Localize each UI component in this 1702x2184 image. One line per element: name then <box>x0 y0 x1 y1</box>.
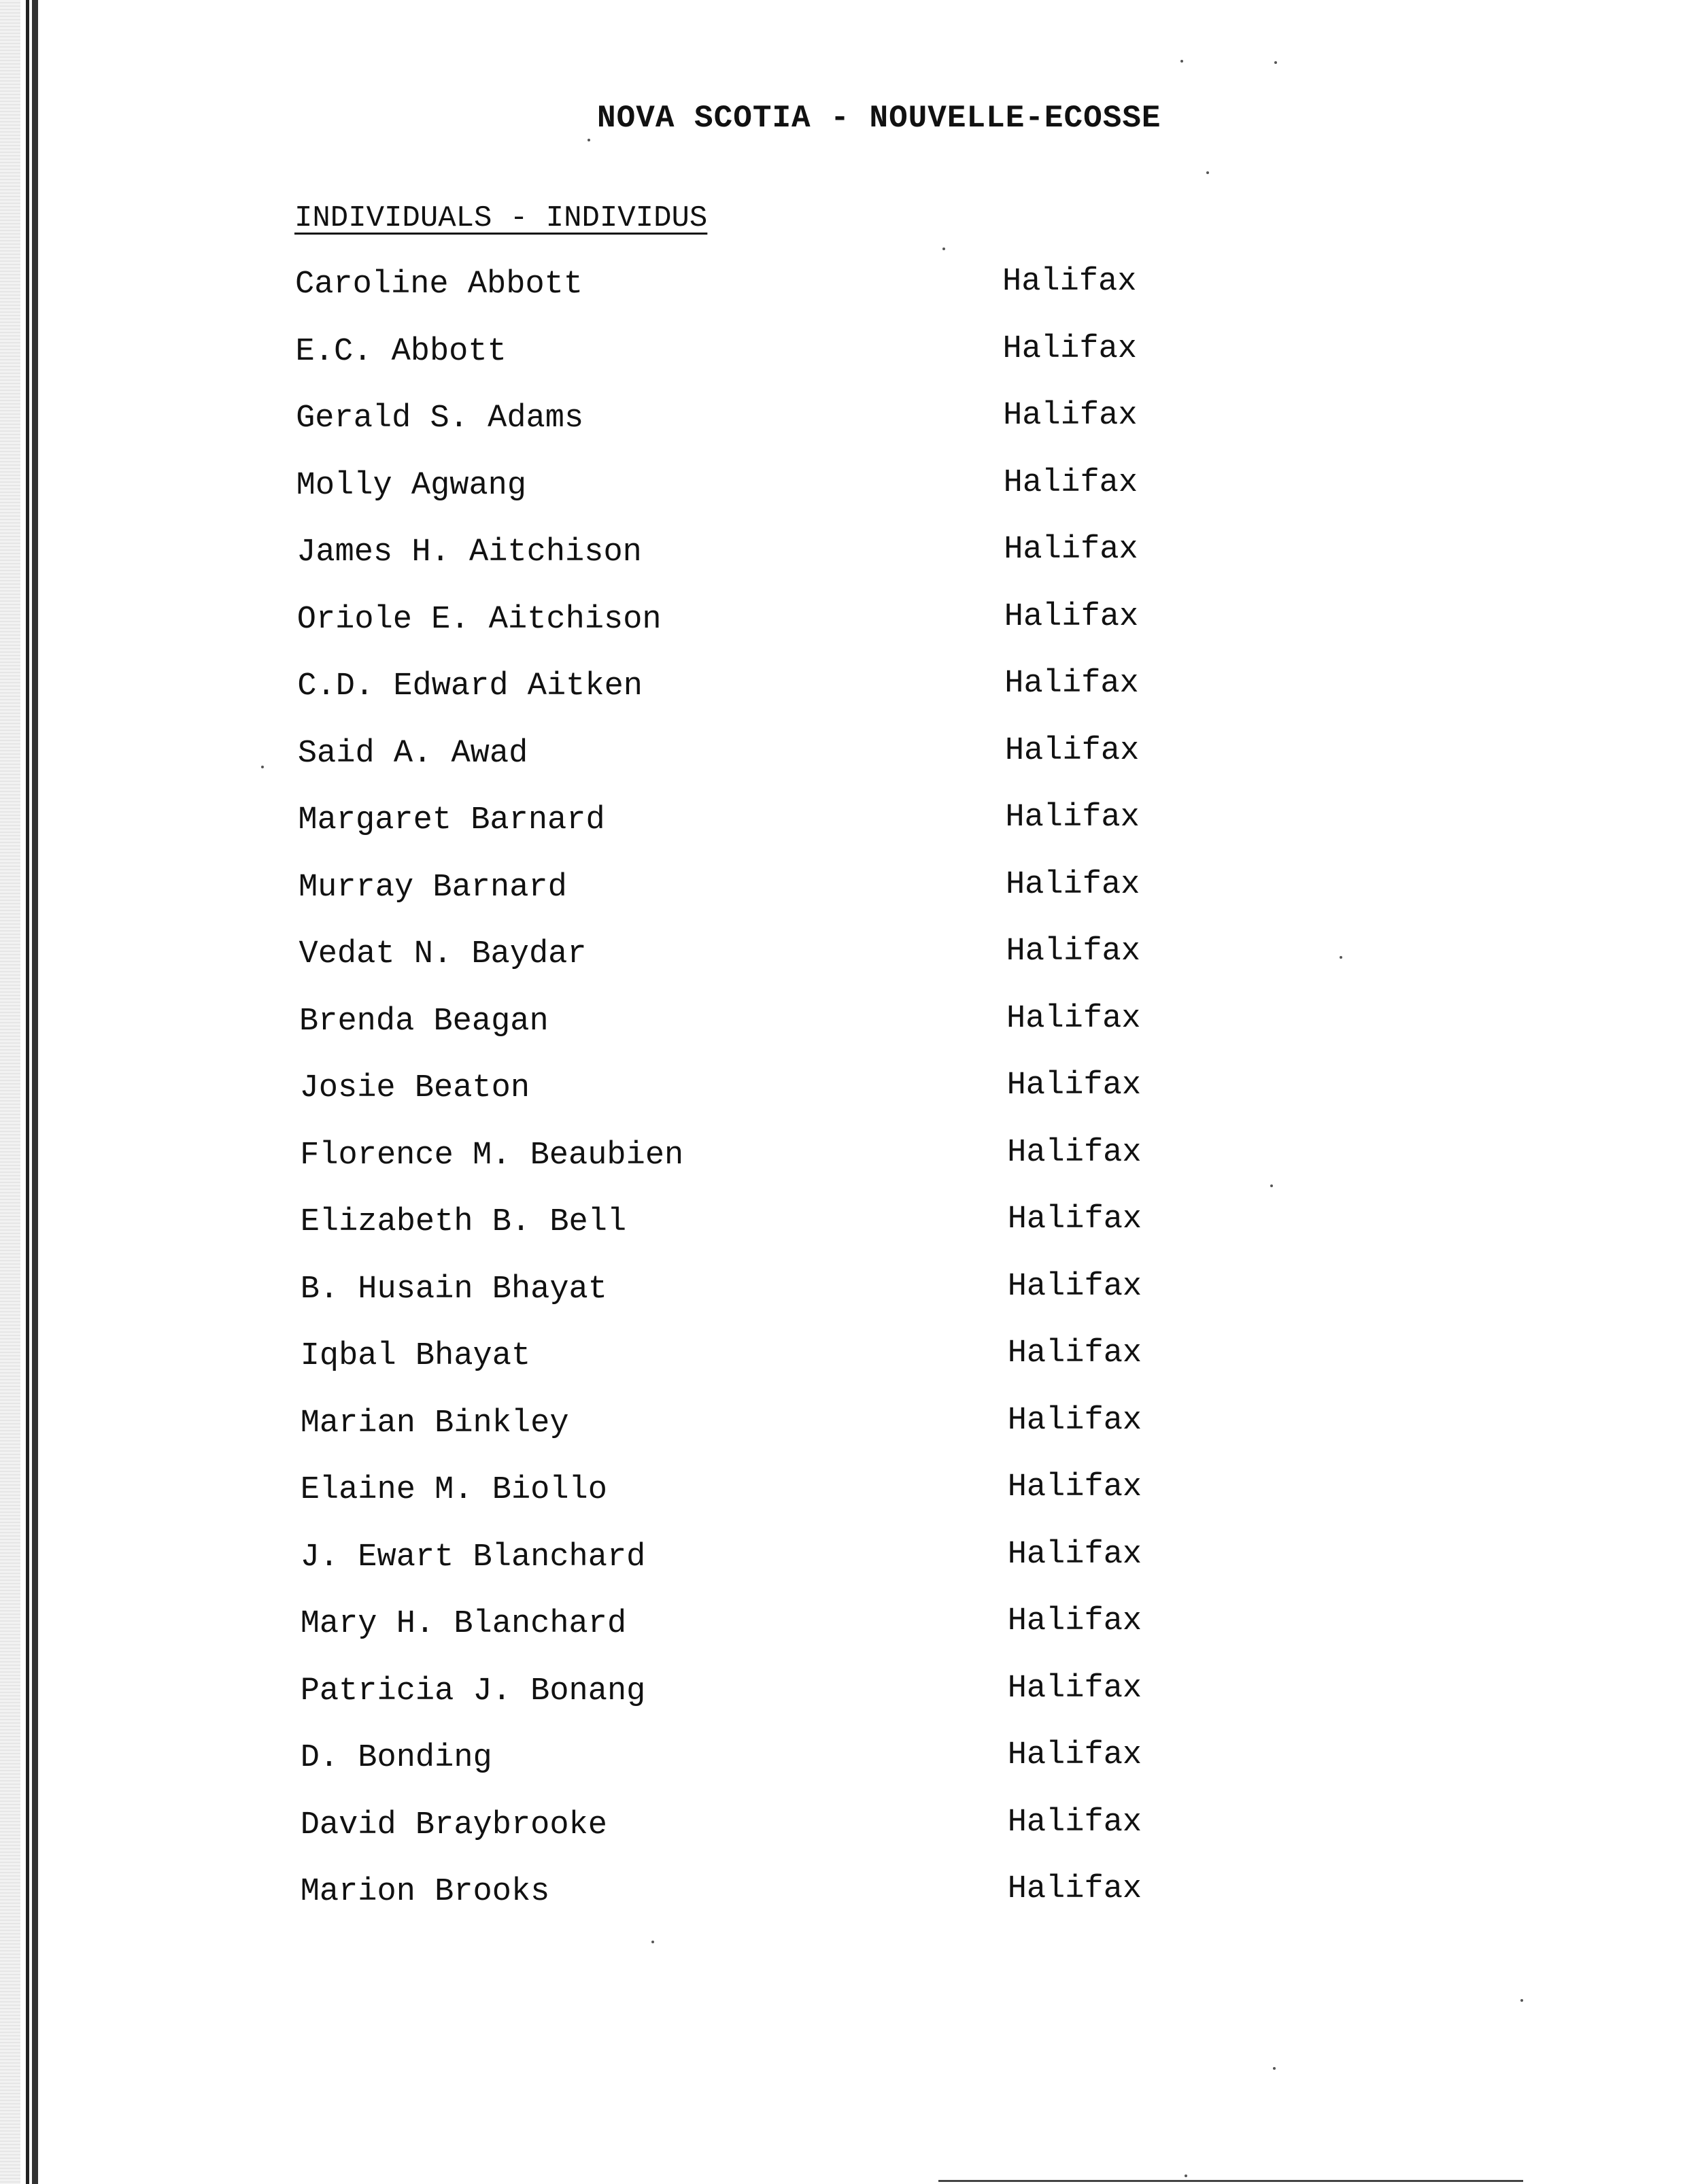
individual-city: Halifax <box>1005 800 1140 836</box>
list-item <box>297 668 1181 709</box>
individual-city: Halifax <box>1007 1335 1142 1371</box>
list-item <box>295 264 1179 307</box>
individual-name: Patricia J. Bonang <box>300 1673 646 1709</box>
list-item <box>299 1001 1183 1044</box>
list-item <box>297 733 1182 777</box>
page-title: NOVA SCOTIA - NOUVELLE-ECOSSE <box>597 101 1161 136</box>
individual-name: Marion Brooks <box>300 1874 550 1910</box>
scan-speck <box>1274 61 1277 64</box>
list-item <box>300 1603 1185 1647</box>
individual-city: Halifax <box>1004 532 1138 568</box>
list-item <box>300 1737 1185 1781</box>
individual-city: Halifax <box>1007 1135 1142 1171</box>
list-item <box>301 1405 1185 1446</box>
bottom-rule <box>938 2180 1523 2182</box>
individual-city: Halifax <box>1007 1469 1142 1505</box>
individual-city: Halifax <box>1007 1737 1142 1773</box>
scan-binding-edge <box>26 0 38 2184</box>
individual-name: Margaret Barnard <box>298 802 605 838</box>
individual-city: Halifax <box>1006 1001 1141 1037</box>
individual-name: James H. Aitchison <box>296 534 642 570</box>
list-item <box>298 867 1182 910</box>
list-item <box>299 936 1183 977</box>
individual-name: Marian Binkley <box>300 1405 569 1441</box>
individual-city: Halifax <box>1007 1671 1142 1707</box>
list-item <box>301 1807 1185 1848</box>
individual-city: Halifax <box>1003 465 1138 501</box>
list-item <box>300 1070 1184 1111</box>
list-item <box>300 1135 1184 1178</box>
individual-city: Halifax <box>1002 331 1137 367</box>
list-item <box>301 1673 1185 1714</box>
individual-city: Halifax <box>1007 1805 1142 1841</box>
individual-name: Iqbal Bhayat <box>300 1338 531 1374</box>
individual-city: Halifax <box>1004 666 1139 702</box>
list-item <box>300 1269 1185 1312</box>
individual-name: David Braybrooke <box>300 1807 607 1843</box>
list-item <box>295 331 1180 375</box>
scan-speck <box>1340 956 1342 959</box>
individual-name: E.C. Abbott <box>295 334 507 370</box>
individual-city: Halifax <box>1002 264 1137 300</box>
individual-name: Brenda Beagan <box>299 1004 549 1040</box>
list-item <box>296 465 1180 509</box>
list-item <box>296 400 1180 441</box>
individual-name: Gerald S. Adams <box>296 400 584 437</box>
individual-city: Halifax <box>1004 733 1140 769</box>
individual-city: Halifax <box>1007 1403 1142 1439</box>
individual-city: Halifax <box>1005 867 1140 903</box>
individual-name: D. Bonding <box>300 1740 492 1776</box>
individual-name: Elizabeth B. Bell <box>300 1204 627 1240</box>
list-item <box>300 1469 1185 1513</box>
scan-speck <box>588 139 590 141</box>
scan-speck <box>1206 171 1209 174</box>
individual-city: Halifax <box>1007 1871 1142 1907</box>
individual-name: Elaine M. Biollo <box>300 1472 607 1508</box>
individual-name: Molly Agwang <box>296 468 527 504</box>
individual-city: Halifax <box>1007 1269 1142 1305</box>
individual-name: Vedat N. Baydar <box>299 936 587 972</box>
scan-speck <box>1185 2174 1187 2177</box>
individual-city: Halifax <box>1004 599 1139 635</box>
scan-speck <box>651 1941 654 1943</box>
list-item <box>296 599 1181 643</box>
scan-speck <box>1520 1999 1523 2002</box>
individual-city: Halifax <box>1006 1068 1142 1104</box>
individual-name: Florence M. Beaubien <box>300 1138 684 1174</box>
individual-name: Josie Beaton <box>299 1070 530 1106</box>
individual-city: Halifax <box>1003 398 1138 434</box>
list-item <box>296 534 1180 575</box>
individual-name: B. Husain Bhayat <box>300 1272 607 1308</box>
individual-city: Halifax <box>1007 1537 1142 1573</box>
scan-speck <box>942 248 945 250</box>
individual-name: Oriole E. Aitchison <box>296 602 662 638</box>
individual-city: Halifax <box>1006 934 1140 970</box>
individual-city: Halifax <box>1007 1201 1142 1238</box>
list-item <box>300 1871 1185 1915</box>
individual-city: Halifax <box>1007 1603 1142 1639</box>
list-item <box>300 1201 1185 1245</box>
individual-name: Caroline Abbott <box>295 267 583 303</box>
scan-speck <box>1180 60 1183 63</box>
scan-speck <box>1273 2067 1276 2070</box>
section-heading: INDIVIDUALS - INDIVIDUS <box>294 201 708 235</box>
individual-name: Mary H. Blanchard <box>300 1606 627 1642</box>
individual-name: Murray Barnard <box>298 870 567 906</box>
scan-speck <box>261 766 264 768</box>
individual-name: J. Ewart Blanchard <box>300 1539 646 1575</box>
scan-speck <box>1270 1184 1273 1187</box>
list-item <box>300 1335 1185 1379</box>
list-item <box>298 802 1182 843</box>
scan-margin <box>0 0 20 2184</box>
individual-name: Said A. Awad <box>297 736 528 772</box>
individual-name: C.D. Edward Aitken <box>297 668 643 704</box>
list-item <box>301 1539 1185 1580</box>
